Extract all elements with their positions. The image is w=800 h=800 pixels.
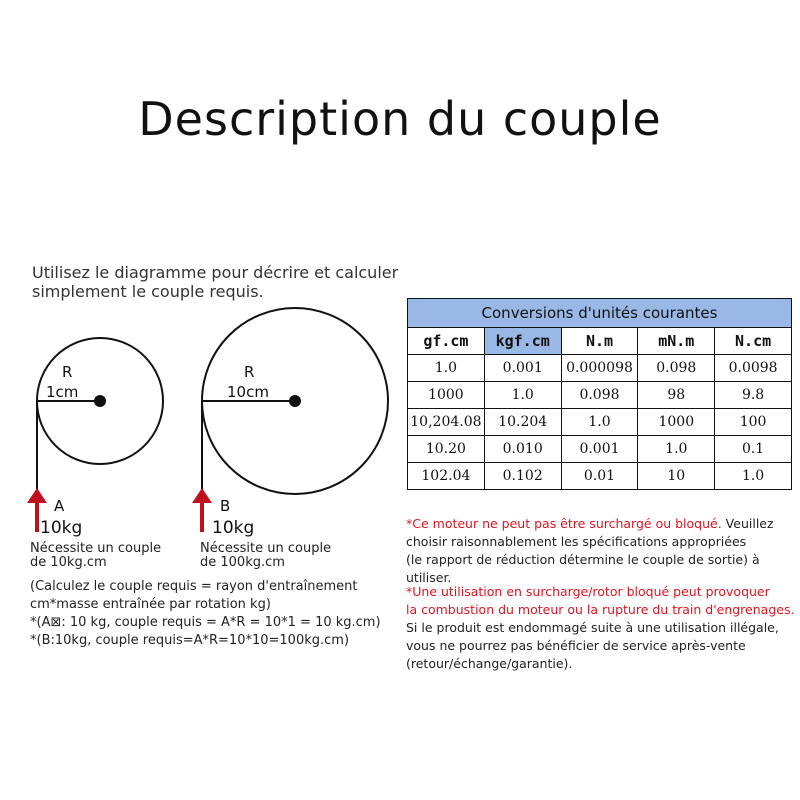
pulley-b-radius-value: 10cm — [227, 383, 269, 401]
table-cell: 1000 — [408, 382, 485, 409]
table-header-cell: gf.cm — [408, 328, 485, 355]
pulley-b-mass: 10kg — [212, 518, 255, 538]
formula-example-b: *(B:10kg, couple requis=A*R=10*10=100kg.cm) — [30, 633, 350, 648]
pulley-a-center — [94, 395, 106, 407]
table-cell: 10,204.08 — [408, 409, 485, 436]
pulley-b-label: B — [220, 497, 231, 515]
table-header-row — [408, 328, 792, 355]
formula-line2: cm*masse entraînée par rotation kg) — [30, 597, 271, 612]
pulley-a-radius-symbol: R — [62, 363, 73, 381]
table-cell: 0.0098 — [715, 355, 792, 382]
warning-note-2-star: * — [406, 584, 413, 599]
unit-conversion-table — [407, 298, 792, 490]
table-cell: 0.001 — [561, 436, 638, 463]
warning-note-1-red: Ce moteur ne peut pas être surchargé ou bloqué. — [412, 516, 722, 531]
warning-note-2 — [406, 583, 798, 673]
pulley-a — [27, 338, 163, 538]
table-header-cell: N.m — [561, 328, 638, 355]
table-cell: 0.010 — [484, 436, 561, 463]
pulley-a-label: A — [54, 497, 65, 515]
table-header-cell: mN.m — [638, 328, 715, 355]
pulley-b-center — [289, 395, 301, 407]
pulley-b-caption-line1: Nécessite un couple — [200, 541, 332, 556]
table-cell: 0.1 — [715, 436, 792, 463]
formula-example-a: *(A⊠: 10 kg, couple requis = A*R = 10*1 = 10 kg.cm) — [30, 615, 381, 630]
pulley-b-caption-line2: de 100kg.cm — [200, 555, 285, 570]
pulley-a-caption-line1: Nécessite un couple — [30, 541, 162, 556]
table-row — [408, 382, 792, 409]
table-cell: 10.204 — [484, 409, 561, 436]
table-row — [408, 436, 792, 463]
formula-block — [30, 578, 400, 650]
pulley-a-mass: 10kg — [40, 518, 83, 538]
table-caption: Conversions d'unités courantes — [408, 299, 792, 328]
warning-note-1-line2: choisir raisonnablement les spécifications appropriées — [406, 534, 747, 549]
warning-note-1-line3: (le rapport de réduction détermine le couple de sortie) à utiliser. — [406, 552, 760, 585]
table-cell: 1000 — [638, 409, 715, 436]
warning-note-1-star: * — [406, 516, 413, 531]
table-row — [408, 355, 792, 382]
warning-note-2-line4: vous ne pourrez pas bénéficier de service après-vente — [406, 638, 746, 653]
table-header-cell-highlighted: kgf.cm — [484, 328, 561, 355]
torque-diagram — [0, 300, 400, 540]
table-cell: 0.001 — [484, 355, 561, 382]
table-cell: 1.0 — [715, 463, 792, 490]
table-cell: 0.01 — [561, 463, 638, 490]
warning-note-1 — [406, 515, 798, 587]
page-title: Description du couple — [138, 92, 662, 146]
table-cell: 0.098 — [561, 382, 638, 409]
table-header-cell: N.cm — [715, 328, 792, 355]
intro-text: Utilisez le diagramme pour décrire et calculer simplement le couple requis. — [32, 263, 399, 301]
warning-note-2-red-line1: Une utilisation en surcharge/rotor bloqué peut provoquer — [412, 584, 770, 599]
table-cell: 102.04 — [408, 463, 485, 490]
table-row — [408, 409, 792, 436]
table-cell: 10 — [638, 463, 715, 490]
warning-note-2-line3: Si le produit est endommagé suite à une utilisation illégale, — [406, 620, 779, 635]
table-cell: 10.20 — [408, 436, 485, 463]
pulley-a-caption-line2: de 10kg.cm — [30, 555, 107, 570]
warning-note-2-line1 — [406, 583, 798, 601]
table-cell: 1.0 — [561, 409, 638, 436]
warning-note-1-rest: Veuillez — [721, 516, 774, 531]
table-cell: 1.0 — [638, 436, 715, 463]
formula-line1: (Calculez le couple requis = rayon d'entraînement — [30, 579, 358, 594]
warning-note-2-line5: (retour/échange/garantie). — [406, 656, 573, 671]
table-cell: 1.0 — [408, 355, 485, 382]
pulley-b-caption — [200, 542, 331, 570]
table-cell: 0.102 — [484, 463, 561, 490]
table-cell: 0.098 — [638, 355, 715, 382]
table-cell: 9.8 — [715, 382, 792, 409]
table-cell: 1.0 — [484, 382, 561, 409]
warning-note-2-red-line2: la combustion du moteur ou la rupture du train d'engrenages. — [406, 602, 795, 617]
pulley-b-radius-symbol: R — [244, 363, 255, 381]
table-row — [408, 463, 792, 490]
pulley-a-radius-value: 1cm — [46, 383, 79, 401]
table-cell: 0.000098 — [561, 355, 638, 382]
warning-note-1-line1 — [406, 515, 798, 533]
pulley-b — [192, 308, 388, 538]
table-cell: 100 — [715, 409, 792, 436]
pulley-a-caption — [30, 542, 161, 570]
table-cell: 98 — [638, 382, 715, 409]
arrow-up-icon — [192, 488, 212, 532]
